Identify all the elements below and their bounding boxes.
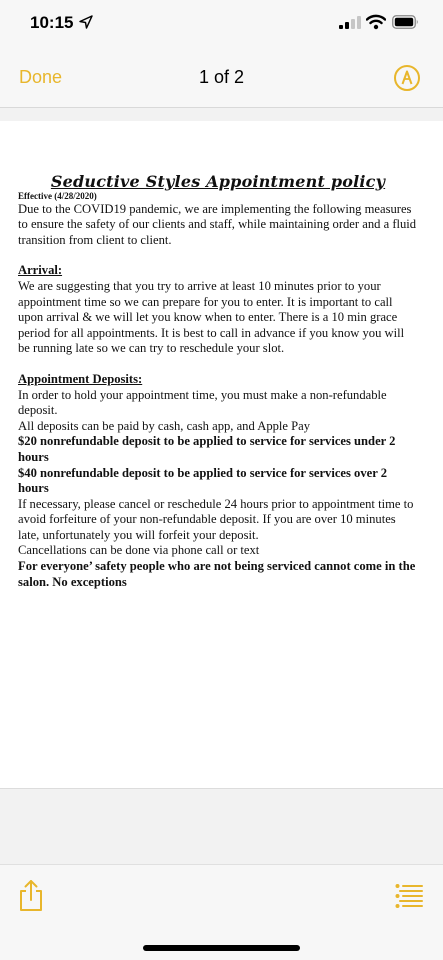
bottom-toolbar [0,864,443,960]
safety-note: For everyone’ safety people who are not being serviced cannot come in the salon. No exceptions [18,559,416,589]
navigation-bar [0,48,443,108]
arrival-paragraph: We are suggesting that you try to arrive at least 10 minutes prior to your appointment time so we can prepare for you to enter. It is important to call upon arrival & we will let you know when to enter. There is a 10 min grace period for all appointments. It is best to call in advance if you know you will be running late so we can try to reschedule your slot. [18,278,405,356]
deposits-heading: Appointment Deposits: [18,371,143,386]
document-content [18,174,418,590]
page-indicator: 1 of 2 [198,67,245,87]
done-button[interactable]: Done [19,67,63,87]
cancellation-paragraph: If necessary, please cancel or reschedule 24 hours prior to appointment time to avoid forfeiture of your non-refundable deposit. If you are over 10 minutes late, unfortunately you will forfeit your deposit. [18,496,414,542]
share-icon[interactable] [17,879,45,913]
document-page[interactable] [0,121,443,789]
deposits-line-1: In order to hold your appointment time, you must make a non-refundable deposit. [18,387,387,418]
document-title: Seductive Styles Appointment policy [50,172,386,191]
battery-icon [392,15,419,29]
status-time: 10:15 [30,13,74,32]
effective-date: Effective (4/28/2020) [18,190,97,201]
deposit-40-rule: $40 nonrefundable deposit to be applied to service for services over 2 hours [18,465,388,496]
cancellation-method: Cancellations can be done via phone call or text [18,543,260,558]
document-viewer[interactable] [0,109,443,864]
list-icon[interactable] [395,883,423,909]
wifi-icon [366,14,386,30]
arrival-heading: Arrival: [18,263,63,278]
home-indicator[interactable] [143,945,300,951]
intro-paragraph: Due to the COVID19 pandemic, we are implementing the following measures to ensure the safety of our clients and staff, while maintaining order and a fluid transition from client to client. [18,201,417,247]
status-bar [0,0,443,48]
location-arrow-icon [79,15,93,29]
deposits-line-2: All deposits can be paid by cash, cash app, and Apple Pay [18,418,311,433]
cellular-signal-icon [339,16,361,29]
markup-pen-icon[interactable] [393,64,421,92]
deposit-20-rule: $20 nonrefundable deposit to be applied to service for services under 2 hours [18,434,396,464]
